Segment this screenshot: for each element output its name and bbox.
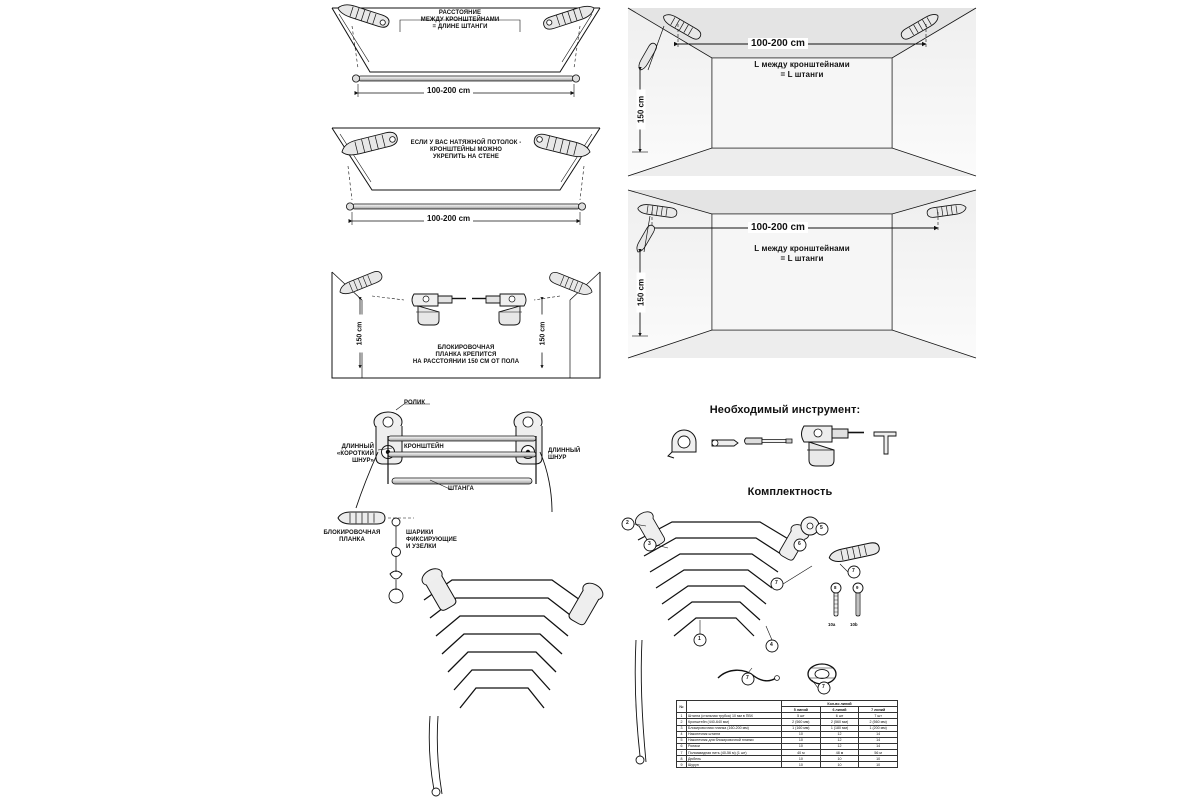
tools-title: Необходимый инструмент: [709, 404, 861, 416]
callout-7c: 7 [746, 675, 749, 681]
row-name: Кронштейн (440-640 мм) [687, 719, 782, 725]
label-long-short-cord-3: ШНУР» [352, 458, 374, 464]
label-balls-3: И УЗЕЛКИ [406, 544, 437, 550]
label-long-short-cord-2: «КОРОТКИЙ [336, 451, 374, 457]
panel4-dimension-top: 100-200 cm [748, 38, 808, 49]
panel1-dimension: 100-200 cm [424, 86, 473, 95]
label-long-cord-1: ДЛИННЫЙ [548, 448, 581, 454]
row-v5: 10 [782, 731, 821, 737]
row-v5: 10 [782, 756, 821, 762]
row-v5: 2 (560 мм) [782, 719, 821, 725]
row-v7: 7 шт [859, 713, 898, 719]
callout-6: 6 [798, 541, 801, 547]
panel2-dimension: 100-200 cm [424, 214, 473, 223]
panel5-note-line2: = L штанги [780, 254, 824, 263]
row-v7: 14 [859, 731, 898, 737]
row-num: 1 [677, 713, 687, 719]
row-num: 3 [677, 725, 687, 731]
row-v6: 6 шт [820, 713, 859, 719]
row-num: 6 [677, 743, 687, 749]
mark-10b: 10b [850, 622, 858, 627]
row-v6: 2 (560 мм) [820, 719, 859, 725]
panel-room-wall [628, 190, 976, 358]
row-name: Шуруп [687, 762, 782, 768]
label-locking-bar-1: БЛОКИРОВОЧНАЯ [323, 530, 381, 536]
kit-table-col-6: 6 линий [820, 707, 859, 713]
row-name: Блокировочная планка (160-200 мм) [687, 725, 782, 731]
callout-7d: 7 [822, 684, 825, 690]
row-v7: 2 (560 мм) [859, 719, 898, 725]
panel4-note-line1: L между кронштейнами [754, 60, 850, 69]
panel3-height-left: 150 cm [357, 315, 364, 353]
panel1-note-line3: = ДЛИНЕ ШТАНГИ [432, 24, 488, 30]
row-v6: 12 [820, 743, 859, 749]
callout-7b: 7 [852, 568, 855, 574]
row-num: 7 [677, 750, 687, 756]
row-v6: 10 [820, 762, 859, 768]
panel4-height: 150 cm [637, 90, 646, 130]
row-v5: 40 м [782, 750, 821, 756]
row-name: Наконечник для блокировочной планки [687, 737, 782, 743]
panel-parts-nomenclature [338, 404, 552, 603]
row-v5: 10 [782, 737, 821, 743]
panel3-height-right: 150 cm [540, 315, 547, 353]
kit-table-header-group: Кол-во линий [782, 701, 898, 707]
callout-9: 9 [856, 585, 859, 590]
panel5-note-line1: L между кронштейнами [754, 244, 850, 253]
label-long-short-cord-1: ДЛИННЫЙ [341, 444, 374, 450]
row-num: 8 [677, 756, 687, 762]
tools-icons [668, 426, 896, 466]
row-num: 9 [677, 762, 687, 768]
kit-table-col-5: 5 линий [782, 707, 821, 713]
callout-5: 5 [820, 525, 823, 531]
row-v7: 1 (200 мм) [859, 725, 898, 731]
row-v5: 10 [782, 743, 821, 749]
row-v7: 14 [859, 737, 898, 743]
callout-4: 4 [770, 642, 773, 648]
label-balls-1: ШАРИКИ [406, 530, 434, 536]
row-v7: 10 [859, 756, 898, 762]
panel3-note-line1: БЛОКИРОВОЧНАЯ [437, 345, 495, 351]
panel4-note-line2: = L штанги [780, 70, 824, 79]
row-v6: 1 (180 мм) [820, 725, 859, 731]
label-rod: ШТАНГА [448, 486, 474, 492]
label-bracket: КРОНШТЕЙН [404, 444, 444, 450]
panel2-note-line1: ЕСЛИ У ВАС НАТЯЖНОЙ ПОТОЛОК - [410, 140, 522, 146]
row-name: Наконечник штанги [687, 731, 782, 737]
row-num: 2 [677, 719, 687, 725]
callout-7a: 7 [775, 580, 778, 586]
row-v7: 56 м [859, 750, 898, 756]
label-locking-bar-2: ПЛАНКА [339, 537, 365, 543]
callout-2: 2 [626, 520, 629, 526]
panel5-dimension-top: 100-200 cm [748, 222, 808, 233]
row-v7: 14 [859, 743, 898, 749]
row-v5: 1 (160 мм) [782, 725, 821, 731]
kit-title: Комплектность [747, 486, 833, 498]
label-long-cord-2: ШНУР [548, 455, 567, 461]
label-balls-2: ФИКСИРУЮЩИЕ [406, 537, 458, 543]
mark-10a: 10a [828, 622, 836, 627]
panel1-note-line2: МЕЖДУ КРОНШТЕЙНАМИ [420, 17, 500, 23]
row-v6: 10 [820, 756, 859, 762]
row-v5: 10 [782, 762, 821, 768]
callout-1: 1 [698, 636, 701, 642]
row-v7: 10 [859, 762, 898, 768]
panel1-note-line1: РАССТОЯНИЕ [438, 10, 482, 16]
kit-table-col-7: 7 линий [859, 707, 898, 713]
kit-table-header-num: № [677, 701, 687, 713]
callout-3: 3 [648, 541, 651, 547]
label-roller: РОЛИК [404, 400, 426, 406]
row-name: Дюбель [687, 756, 782, 762]
kit-table-header-name [687, 701, 782, 713]
panel3-note-line2: ПЛАНКА КРЕПИТСЯ [435, 352, 497, 358]
panel3-note-line3: НА РАССТОЯНИИ 150 СМ ОТ ПОЛА [412, 359, 520, 365]
row-v5: 5 шт [782, 713, 821, 719]
panel5-height: 150 cm [637, 273, 646, 313]
row-num: 4 [677, 731, 687, 737]
row-name: Штанга (стальная трубка) 10 мм в ПВХ [687, 713, 782, 719]
row-name: Ролики [687, 743, 782, 749]
row-v6: 12 [820, 731, 859, 737]
row-name: Полиамидная нить (40-56 м) (1 шт) [687, 750, 782, 756]
row-v6: 12 [820, 737, 859, 743]
callout-8: 8 [834, 585, 837, 590]
row-num: 5 [677, 737, 687, 743]
panel2-note-line3: УКРЕПИТЬ НА СТЕНЕ [433, 154, 499, 160]
kit-table [676, 700, 898, 768]
table-row [677, 762, 898, 768]
panel-room-ceiling [628, 8, 976, 176]
row-v6: 48 м [820, 750, 859, 756]
panel2-note-line2: КРОНШТЕЙНЫ МОЖНО [429, 147, 503, 153]
